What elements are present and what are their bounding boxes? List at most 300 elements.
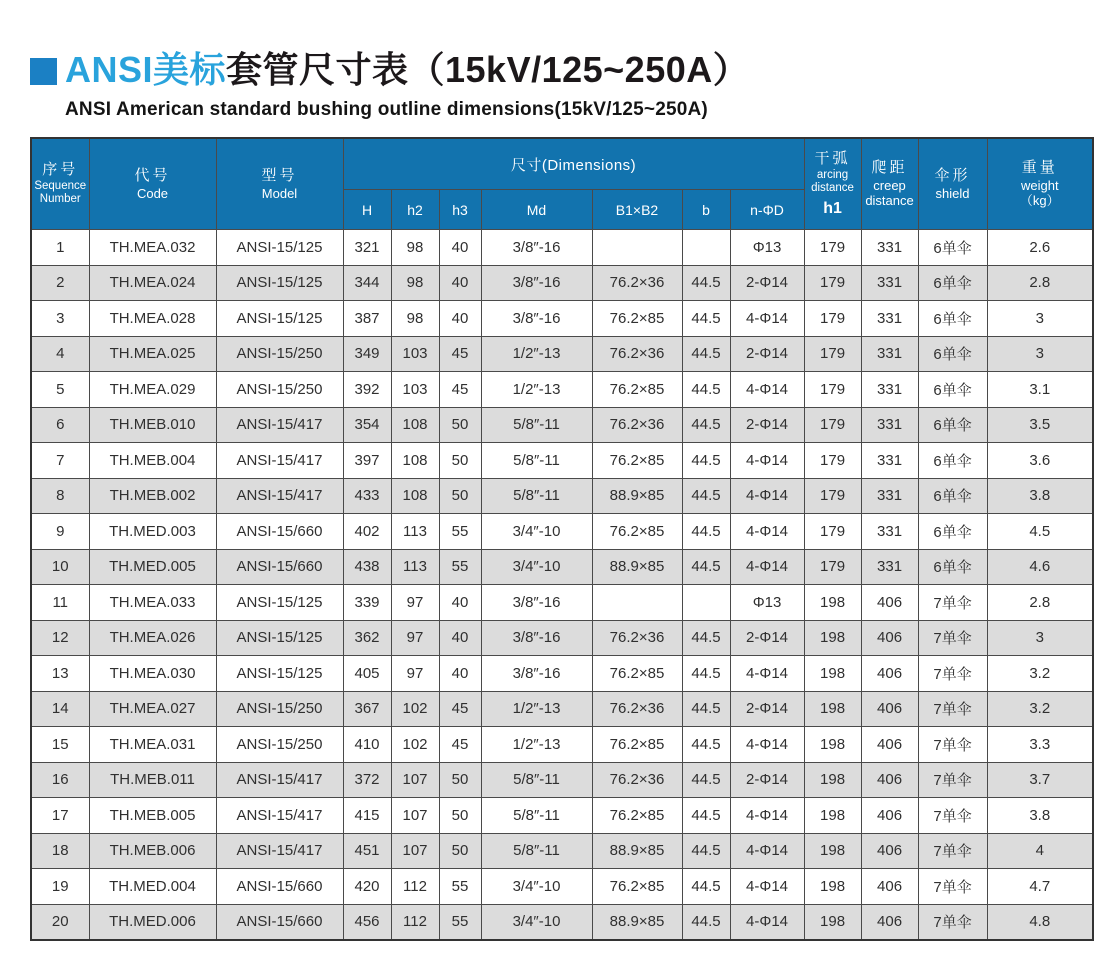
cell-h1: 179 bbox=[804, 372, 861, 408]
cell-shield: 6单伞 bbox=[918, 230, 987, 266]
cell-sequence: 19 bbox=[31, 869, 89, 905]
col-header-h1-label: h1 bbox=[823, 200, 842, 218]
cell-code: TH.MEB.010 bbox=[89, 407, 216, 443]
cell-h1: 198 bbox=[804, 727, 861, 763]
cell-sequence: 1 bbox=[31, 230, 89, 266]
cell-shield: 6单伞 bbox=[918, 372, 987, 408]
cell-h3: 40 bbox=[439, 301, 481, 337]
cell-model: ANSI-15/417 bbox=[216, 798, 343, 834]
col-header-dimensions-group bbox=[343, 138, 804, 190]
cell-shield: 6单伞 bbox=[918, 336, 987, 372]
cell-code: TH.MEA.028 bbox=[89, 301, 216, 337]
cell-Md: 3/8″-16 bbox=[481, 301, 592, 337]
cell-shield: 7单伞 bbox=[918, 691, 987, 727]
cell-H: 339 bbox=[343, 585, 391, 621]
cell-n-phiD: 4-Φ14 bbox=[730, 549, 804, 585]
cell-Md: 5/8″-11 bbox=[481, 798, 592, 834]
cell-H: 362 bbox=[343, 620, 391, 656]
cell-H: 433 bbox=[343, 478, 391, 514]
cell-H: 402 bbox=[343, 514, 391, 550]
cell-sequence: 20 bbox=[31, 904, 89, 940]
cell-h2: 98 bbox=[391, 301, 439, 337]
cell-weight-kg: 3.2 bbox=[987, 691, 1093, 727]
cell-n-phiD: 2-Φ14 bbox=[730, 762, 804, 798]
cell-b: 44.5 bbox=[682, 372, 730, 408]
cell-creep-distance: 406 bbox=[861, 904, 918, 940]
cell-model: ANSI-15/417 bbox=[216, 833, 343, 869]
cell-sequence: 12 bbox=[31, 620, 89, 656]
cell-b: 44.5 bbox=[682, 691, 730, 727]
cell-h3: 40 bbox=[439, 585, 481, 621]
cell-h2: 112 bbox=[391, 869, 439, 905]
cell-H: 321 bbox=[343, 230, 391, 266]
cell-sequence: 14 bbox=[31, 691, 89, 727]
cell-model: ANSI-15/417 bbox=[216, 762, 343, 798]
cell-model: ANSI-15/125 bbox=[216, 265, 343, 301]
cell-Md: 3/8″-16 bbox=[481, 656, 592, 692]
table-row bbox=[31, 478, 1093, 514]
cell-sequence: 2 bbox=[31, 265, 89, 301]
cell-sequence: 18 bbox=[31, 833, 89, 869]
cell-shield: 7单伞 bbox=[918, 904, 987, 940]
table-row bbox=[31, 727, 1093, 763]
cell-h3: 40 bbox=[439, 230, 481, 266]
cell-shield: 7单伞 bbox=[918, 656, 987, 692]
cell-h3: 40 bbox=[439, 620, 481, 656]
cell-creep-distance: 406 bbox=[861, 620, 918, 656]
col-header-arcing-zh: 干弧 bbox=[814, 150, 851, 168]
cell-n-phiD: Φ13 bbox=[730, 585, 804, 621]
cell-sequence: 6 bbox=[31, 407, 89, 443]
table-row bbox=[31, 372, 1093, 408]
cell-h1: 198 bbox=[804, 691, 861, 727]
table-row bbox=[31, 798, 1093, 834]
cell-weight-kg: 4.8 bbox=[987, 904, 1093, 940]
cell-B1xB2: 88.9×85 bbox=[592, 478, 682, 514]
cell-h2: 97 bbox=[391, 656, 439, 692]
table-row bbox=[31, 514, 1093, 550]
col-header-model-zh: 型号 bbox=[261, 166, 298, 184]
cell-creep-distance: 406 bbox=[861, 585, 918, 621]
cell-model: ANSI-15/250 bbox=[216, 372, 343, 408]
cell-h3: 50 bbox=[439, 407, 481, 443]
cell-weight-kg: 3.6 bbox=[987, 443, 1093, 479]
cell-H: 397 bbox=[343, 443, 391, 479]
cell-sequence: 11 bbox=[31, 585, 89, 621]
col-header-sequence-en1: Sequence bbox=[34, 180, 87, 193]
cell-B1xB2 bbox=[592, 585, 682, 621]
cell-sequence: 7 bbox=[31, 443, 89, 479]
cell-creep-distance: 331 bbox=[861, 478, 918, 514]
cell-model: ANSI-15/417 bbox=[216, 407, 343, 443]
page-title bbox=[30, 48, 749, 91]
table-row bbox=[31, 443, 1093, 479]
cell-h2: 98 bbox=[391, 265, 439, 301]
cell-code: TH.MEA.030 bbox=[89, 656, 216, 692]
cell-creep-distance: 406 bbox=[861, 656, 918, 692]
cell-h3: 50 bbox=[439, 443, 481, 479]
cell-model: ANSI-15/660 bbox=[216, 549, 343, 585]
cell-h1: 198 bbox=[804, 869, 861, 905]
cell-shield: 6单伞 bbox=[918, 301, 987, 337]
cell-Md: 5/8″-11 bbox=[481, 407, 592, 443]
cell-b: 44.5 bbox=[682, 904, 730, 940]
cell-H: 451 bbox=[343, 833, 391, 869]
cell-H: 372 bbox=[343, 762, 391, 798]
title-brand-segment: ANSI美标 bbox=[65, 49, 227, 90]
cell-H: 344 bbox=[343, 265, 391, 301]
col-header-sequence-zh: 序号 bbox=[42, 161, 79, 179]
cell-h2: 98 bbox=[391, 230, 439, 266]
cell-sequence: 4 bbox=[31, 336, 89, 372]
cell-Md: 1/2″-13 bbox=[481, 336, 592, 372]
cell-n-phiD: 4-Φ14 bbox=[730, 869, 804, 905]
cell-h3: 55 bbox=[439, 549, 481, 585]
cell-shield: 6单伞 bbox=[918, 478, 987, 514]
cell-h3: 50 bbox=[439, 833, 481, 869]
cell-model: ANSI-15/250 bbox=[216, 727, 343, 763]
table-body bbox=[31, 230, 1093, 941]
cell-B1xB2: 76.2×85 bbox=[592, 656, 682, 692]
cell-shield: 6单伞 bbox=[918, 443, 987, 479]
cell-weight-kg: 2.8 bbox=[987, 585, 1093, 621]
cell-n-phiD: 2-Φ14 bbox=[730, 407, 804, 443]
cell-shield: 6单伞 bbox=[918, 514, 987, 550]
cell-code: TH.MEB.002 bbox=[89, 478, 216, 514]
cell-code: TH.MED.005 bbox=[89, 549, 216, 585]
cell-h1: 179 bbox=[804, 265, 861, 301]
page-subtitle: ANSI American standard bushing outline dimensions(15kV/125~250A) bbox=[65, 99, 708, 120]
table-row bbox=[31, 301, 1093, 337]
subcol-header-b: b bbox=[682, 190, 730, 230]
cell-h1: 198 bbox=[804, 798, 861, 834]
col-header-arcing-en2: distance bbox=[811, 182, 854, 195]
cell-h1: 198 bbox=[804, 585, 861, 621]
cell-creep-distance: 406 bbox=[861, 869, 918, 905]
cell-H: 367 bbox=[343, 691, 391, 727]
cell-code: TH.MEA.024 bbox=[89, 265, 216, 301]
cell-h2: 108 bbox=[391, 478, 439, 514]
cell-b: 44.5 bbox=[682, 620, 730, 656]
cell-h2: 97 bbox=[391, 620, 439, 656]
cell-n-phiD: 4-Φ14 bbox=[730, 656, 804, 692]
table-row bbox=[31, 762, 1093, 798]
cell-creep-distance: 331 bbox=[861, 230, 918, 266]
cell-code: TH.MEA.032 bbox=[89, 230, 216, 266]
cell-Md: 5/8″-11 bbox=[481, 762, 592, 798]
col-header-sequence bbox=[31, 138, 89, 230]
cell-code: TH.MEA.029 bbox=[89, 372, 216, 408]
cell-b: 44.5 bbox=[682, 833, 730, 869]
cell-b: 44.5 bbox=[682, 336, 730, 372]
cell-model: ANSI-15/417 bbox=[216, 443, 343, 479]
cell-creep-distance: 331 bbox=[861, 443, 918, 479]
cell-creep-distance: 406 bbox=[861, 727, 918, 763]
cell-h2: 107 bbox=[391, 762, 439, 798]
cell-b: 44.5 bbox=[682, 443, 730, 479]
cell-sequence: 5 bbox=[31, 372, 89, 408]
cell-Md: 3/8″-16 bbox=[481, 620, 592, 656]
cell-h2: 103 bbox=[391, 336, 439, 372]
cell-B1xB2: 76.2×85 bbox=[592, 301, 682, 337]
cell-b: 44.5 bbox=[682, 762, 730, 798]
cell-B1xB2: 88.9×85 bbox=[592, 833, 682, 869]
cell-B1xB2: 76.2×36 bbox=[592, 407, 682, 443]
cell-h1: 179 bbox=[804, 301, 861, 337]
cell-b: 44.5 bbox=[682, 301, 730, 337]
subcol-header-h3: h3 bbox=[439, 190, 481, 230]
cell-B1xB2: 76.2×85 bbox=[592, 727, 682, 763]
cell-Md: 1/2″-13 bbox=[481, 372, 592, 408]
col-header-creep-distance bbox=[861, 138, 918, 230]
cell-H: 392 bbox=[343, 372, 391, 408]
col-header-code-en: Code bbox=[136, 185, 169, 201]
table-row bbox=[31, 265, 1093, 301]
cell-B1xB2: 88.9×85 bbox=[592, 549, 682, 585]
cell-h2: 107 bbox=[391, 833, 439, 869]
cell-h2: 112 bbox=[391, 904, 439, 940]
cell-h2: 102 bbox=[391, 727, 439, 763]
col-header-sequence-en2: Number bbox=[39, 193, 81, 206]
cell-n-phiD: 4-Φ14 bbox=[730, 443, 804, 479]
cell-code: TH.MEA.033 bbox=[89, 585, 216, 621]
col-header-dimensions-label: 尺寸(Dimensions) bbox=[510, 156, 637, 174]
table-row bbox=[31, 833, 1093, 869]
cell-B1xB2: 76.2×36 bbox=[592, 691, 682, 727]
cell-shield: 7单伞 bbox=[918, 727, 987, 763]
cell-code: TH.MED.003 bbox=[89, 514, 216, 550]
cell-H: 415 bbox=[343, 798, 391, 834]
cell-h2: 108 bbox=[391, 443, 439, 479]
cell-B1xB2: 76.2×85 bbox=[592, 372, 682, 408]
cell-weight-kg: 3.1 bbox=[987, 372, 1093, 408]
cell-n-phiD: 2-Φ14 bbox=[730, 336, 804, 372]
subcol-header-Md: Md bbox=[481, 190, 592, 230]
cell-h2: 108 bbox=[391, 407, 439, 443]
cell-model: ANSI-15/125 bbox=[216, 230, 343, 266]
cell-b: 44.5 bbox=[682, 869, 730, 905]
col-header-weight-en: weight bbox=[1020, 177, 1059, 193]
col-header-model-en: Model bbox=[261, 185, 298, 201]
cell-shield: 6单伞 bbox=[918, 407, 987, 443]
cell-h3: 55 bbox=[439, 514, 481, 550]
col-header-creep-en2: distance bbox=[865, 193, 914, 209]
cell-code: TH.MEB.004 bbox=[89, 443, 216, 479]
cell-code: TH.MEB.011 bbox=[89, 762, 216, 798]
cell-weight-kg: 3 bbox=[987, 301, 1093, 337]
cell-n-phiD: 2-Φ14 bbox=[730, 265, 804, 301]
page-title-text bbox=[65, 48, 749, 91]
cell-h3: 50 bbox=[439, 478, 481, 514]
cell-model: ANSI-15/250 bbox=[216, 691, 343, 727]
cell-model: ANSI-15/417 bbox=[216, 478, 343, 514]
col-header-weight bbox=[987, 138, 1093, 230]
col-header-arcing-en1: arcing bbox=[816, 168, 849, 181]
cell-h2: 102 bbox=[391, 691, 439, 727]
cell-code: TH.MEA.031 bbox=[89, 727, 216, 763]
cell-model: ANSI-15/660 bbox=[216, 904, 343, 940]
cell-weight-kg: 3.5 bbox=[987, 407, 1093, 443]
cell-creep-distance: 331 bbox=[861, 301, 918, 337]
cell-model: ANSI-15/125 bbox=[216, 301, 343, 337]
cell-sequence: 13 bbox=[31, 656, 89, 692]
cell-weight-kg: 3.7 bbox=[987, 762, 1093, 798]
cell-h1: 198 bbox=[804, 833, 861, 869]
table-row bbox=[31, 620, 1093, 656]
cell-H: 456 bbox=[343, 904, 391, 940]
cell-Md: 1/2″-13 bbox=[481, 691, 592, 727]
cell-h3: 40 bbox=[439, 656, 481, 692]
cell-sequence: 8 bbox=[31, 478, 89, 514]
cell-weight-kg: 3 bbox=[987, 620, 1093, 656]
cell-h2: 103 bbox=[391, 372, 439, 408]
cell-Md: 5/8″-11 bbox=[481, 833, 592, 869]
cell-B1xB2: 76.2×85 bbox=[592, 798, 682, 834]
col-header-weight-unit: （kg） bbox=[1019, 193, 1060, 209]
cell-code: TH.MEB.005 bbox=[89, 798, 216, 834]
cell-n-phiD: 4-Φ14 bbox=[730, 833, 804, 869]
cell-n-phiD: 4-Φ14 bbox=[730, 372, 804, 408]
cell-h3: 50 bbox=[439, 762, 481, 798]
cell-b: 44.5 bbox=[682, 478, 730, 514]
cell-B1xB2: 76.2×85 bbox=[592, 443, 682, 479]
title-description-segment: 套管尺寸表（15kV/125~250A） bbox=[226, 49, 750, 90]
cell-H: 387 bbox=[343, 301, 391, 337]
col-header-shield-en: shield bbox=[935, 185, 970, 201]
col-header-arcing-distance bbox=[804, 138, 861, 230]
cell-shield: 6单伞 bbox=[918, 265, 987, 301]
cell-B1xB2: 76.2×36 bbox=[592, 265, 682, 301]
cell-shield: 7单伞 bbox=[918, 620, 987, 656]
cell-weight-kg: 4.7 bbox=[987, 869, 1093, 905]
cell-Md: 3/4″-10 bbox=[481, 869, 592, 905]
cell-model: ANSI-15/125 bbox=[216, 620, 343, 656]
cell-b: 44.5 bbox=[682, 798, 730, 834]
cell-creep-distance: 406 bbox=[861, 762, 918, 798]
cell-weight-kg: 4 bbox=[987, 833, 1093, 869]
cell-n-phiD: 2-Φ14 bbox=[730, 620, 804, 656]
cell-model: ANSI-15/125 bbox=[216, 585, 343, 621]
cell-h2: 97 bbox=[391, 585, 439, 621]
subcol-header-B1xB2: B1×B2 bbox=[592, 190, 682, 230]
cell-h2: 113 bbox=[391, 514, 439, 550]
col-header-shield-zh: 伞形 bbox=[934, 166, 971, 184]
col-header-shield bbox=[918, 138, 987, 230]
cell-H: 349 bbox=[343, 336, 391, 372]
cell-h1: 179 bbox=[804, 443, 861, 479]
subcol-header-h2: h2 bbox=[391, 190, 439, 230]
subcol-header-H: H bbox=[343, 190, 391, 230]
cell-B1xB2: 76.2×36 bbox=[592, 620, 682, 656]
cell-B1xB2: 76.2×36 bbox=[592, 762, 682, 798]
cell-code: TH.MEB.006 bbox=[89, 833, 216, 869]
cell-sequence: 16 bbox=[31, 762, 89, 798]
cell-b bbox=[682, 230, 730, 266]
table-header bbox=[31, 138, 1093, 230]
cell-weight-kg: 2.6 bbox=[987, 230, 1093, 266]
title-bullet-square bbox=[30, 58, 57, 85]
table-row bbox=[31, 656, 1093, 692]
cell-Md: 5/8″-11 bbox=[481, 478, 592, 514]
cell-h1: 198 bbox=[804, 904, 861, 940]
cell-B1xB2: 88.9×85 bbox=[592, 904, 682, 940]
col-header-weight-zh: 重量 bbox=[1021, 159, 1058, 177]
cell-model: ANSI-15/660 bbox=[216, 514, 343, 550]
cell-shield: 7单伞 bbox=[918, 762, 987, 798]
cell-n-phiD: 4-Φ14 bbox=[730, 514, 804, 550]
cell-h3: 45 bbox=[439, 691, 481, 727]
cell-h1: 179 bbox=[804, 514, 861, 550]
cell-n-phiD: 4-Φ14 bbox=[730, 478, 804, 514]
cell-creep-distance: 331 bbox=[861, 336, 918, 372]
table-row bbox=[31, 585, 1093, 621]
cell-shield: 6单伞 bbox=[918, 549, 987, 585]
cell-shield: 7单伞 bbox=[918, 585, 987, 621]
cell-b: 44.5 bbox=[682, 727, 730, 763]
cell-h1: 198 bbox=[804, 620, 861, 656]
cell-model: ANSI-15/125 bbox=[216, 656, 343, 692]
cell-h1: 179 bbox=[804, 549, 861, 585]
cell-code: TH.MED.006 bbox=[89, 904, 216, 940]
cell-H: 410 bbox=[343, 727, 391, 763]
cell-h1: 198 bbox=[804, 762, 861, 798]
cell-n-phiD: 2-Φ14 bbox=[730, 691, 804, 727]
cell-b: 44.5 bbox=[682, 549, 730, 585]
cell-H: 405 bbox=[343, 656, 391, 692]
cell-creep-distance: 331 bbox=[861, 514, 918, 550]
cell-Md: 3/4″-10 bbox=[481, 514, 592, 550]
cell-h1: 179 bbox=[804, 407, 861, 443]
col-header-code bbox=[89, 138, 216, 230]
cell-Md: 3/8″-16 bbox=[481, 230, 592, 266]
cell-model: ANSI-15/660 bbox=[216, 869, 343, 905]
table-row bbox=[31, 407, 1093, 443]
cell-creep-distance: 406 bbox=[861, 798, 918, 834]
cell-weight-kg: 4.5 bbox=[987, 514, 1093, 550]
cell-h3: 45 bbox=[439, 727, 481, 763]
cell-sequence: 10 bbox=[31, 549, 89, 585]
cell-H: 354 bbox=[343, 407, 391, 443]
cell-creep-distance: 331 bbox=[861, 372, 918, 408]
cell-weight-kg: 3.8 bbox=[987, 798, 1093, 834]
cell-creep-distance: 406 bbox=[861, 833, 918, 869]
cell-weight-kg: 3.2 bbox=[987, 656, 1093, 692]
cell-h1: 198 bbox=[804, 656, 861, 692]
cell-sequence: 17 bbox=[31, 798, 89, 834]
cell-weight-kg: 2.8 bbox=[987, 265, 1093, 301]
cell-Md: 3/4″-10 bbox=[481, 549, 592, 585]
cell-weight-kg: 3 bbox=[987, 336, 1093, 372]
cell-h1: 179 bbox=[804, 230, 861, 266]
cell-shield: 7单伞 bbox=[918, 798, 987, 834]
cell-sequence: 9 bbox=[31, 514, 89, 550]
cell-h1: 179 bbox=[804, 336, 861, 372]
cell-Md: 3/8″-16 bbox=[481, 585, 592, 621]
bushing-dimensions-table bbox=[30, 137, 1094, 941]
cell-h3: 40 bbox=[439, 265, 481, 301]
cell-h2: 107 bbox=[391, 798, 439, 834]
cell-h3: 45 bbox=[439, 336, 481, 372]
cell-creep-distance: 331 bbox=[861, 549, 918, 585]
cell-B1xB2: 76.2×85 bbox=[592, 514, 682, 550]
cell-model: ANSI-15/250 bbox=[216, 336, 343, 372]
cell-H: 420 bbox=[343, 869, 391, 905]
cell-h3: 55 bbox=[439, 869, 481, 905]
cell-code: TH.MEA.026 bbox=[89, 620, 216, 656]
cell-n-phiD: 4-Φ14 bbox=[730, 301, 804, 337]
table-row bbox=[31, 336, 1093, 372]
table-row bbox=[31, 904, 1093, 940]
